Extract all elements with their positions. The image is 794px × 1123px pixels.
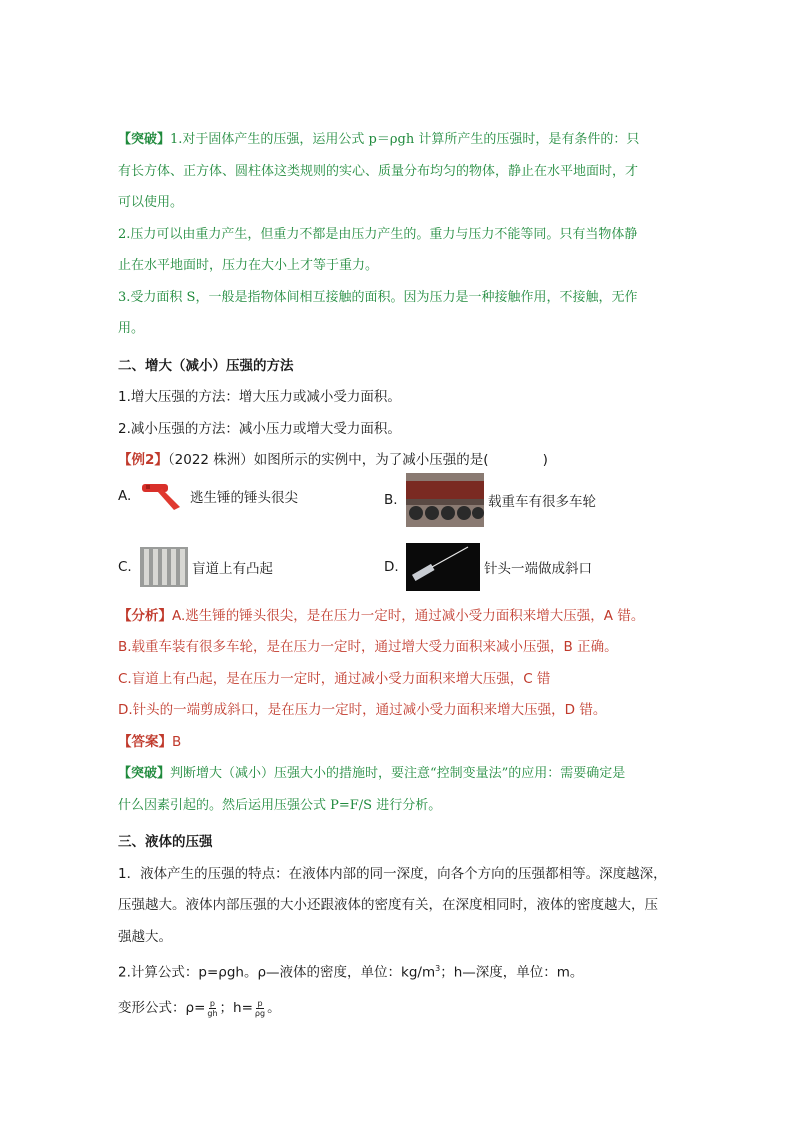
tip1-line3: 可以使用。: [118, 195, 184, 210]
tactile-paving-image: [140, 547, 188, 587]
example-options: [118, 477, 678, 601]
fraction-h: $\frac{p}{\rho g}$: [254, 998, 266, 1018]
option-b: B. 载重车有很多车轮: [384, 473, 596, 527]
option-c: C. 盲道上有凸起: [118, 547, 273, 587]
tip1-line2: 有长方体、正方体、圆柱体这类规则的实心、质量分布均匀的物体，静止在水平地面时，才: [118, 163, 639, 179]
section3-p1-line2: 压强越大。液体内部压强的大小还跟液体的密度有关，在深度相同时，液体的密度越大，压: [118, 897, 658, 913]
section3-title: 三、液体的压强: [118, 834, 213, 850]
section2-item1: 1.增大压强的方法：增大压力或减小受力面积。: [118, 389, 401, 405]
section3-p1-line3: 强越大。: [118, 928, 172, 945]
option-a: A. 逃生锤的锤头很尖: [118, 481, 298, 511]
tip1-line6: 3.受力面积 S，一般是指物体间相互接触的面积。因为压力是一种接触作用，不接触，无作: [118, 289, 638, 305]
truck-image: [406, 473, 484, 527]
tip2-line2: 什么因素引起的。然后运用压强公式 P=F/S 进行分析。: [118, 797, 442, 813]
tip1-line1: 【突破】1.对于固体产生的压强，运用公式 p＝ρgh 计算所产生的压强时，是有条件的：只: [118, 132, 640, 147]
analysis-c: C.盲道上有凸起，是在压力一定时，通过减小受力面积来增大压强，C 错: [118, 670, 551, 687]
analysis-a: 【分析】A.逃生锤的锤头很尖，是在压力一定时，通过减小受力面积来增大压强，A 错。: [118, 607, 645, 624]
analysis-d: D.针头的一端剪成斜口，是在压力一定时，通过减小受力面积来增大压强，D 错。: [118, 702, 607, 718]
section2-title: 二、增大（减小）压强的方法: [118, 357, 294, 374]
fraction-rho: $\frac{p}{gh}$: [207, 998, 218, 1018]
needle-image: [406, 543, 480, 591]
content: [118, 124, 678, 1025]
option-d: D. 针头一端做成斜口: [384, 543, 592, 591]
section2-item2: 2.减小压强的方法：减小压力或增大受力面积。: [118, 420, 401, 437]
tip1-line5: 止在水平地面时，压力在大小上才等于重力。: [118, 258, 379, 273]
section3-p3: 变形公式：ρ= $\frac{p}{gh}$ ；h= $\frac{p}{\rho g}$ 。: [118, 998, 281, 1018]
tip1-line4: 2.压力可以由重力产生，但重力不都是由压力产生的。重力与压力不能等同。只有当物体静: [118, 226, 638, 242]
analysis-b: B.载重车装有很多车轮，是在压力一定时，通过增大受力面积来减小压强，B 正确。: [118, 639, 618, 655]
section3-p1-line1: 1．液体产生的压强的特点：在液体内部的同一深度，向各个方向的压强都相等。深度越深，: [118, 865, 667, 882]
hammer-image: [140, 481, 186, 511]
example-question: 【例2】（2022 株洲）如图所示的实例中，为了减小压强的是( ): [118, 452, 548, 468]
section3-p2: 2.计算公式：p=ρgh。ρ—液体的密度，单位：$kg/m^3$；h—深度，单位：m。: [118, 964, 584, 981]
answer: 【答案】B: [118, 733, 182, 750]
tip1-line7: 用。: [118, 321, 145, 336]
tip2-line1: 【突破】判断增大（减小）压强大小的措施时，要注意“控制变量法”的应用：需要确定是: [118, 766, 626, 781]
